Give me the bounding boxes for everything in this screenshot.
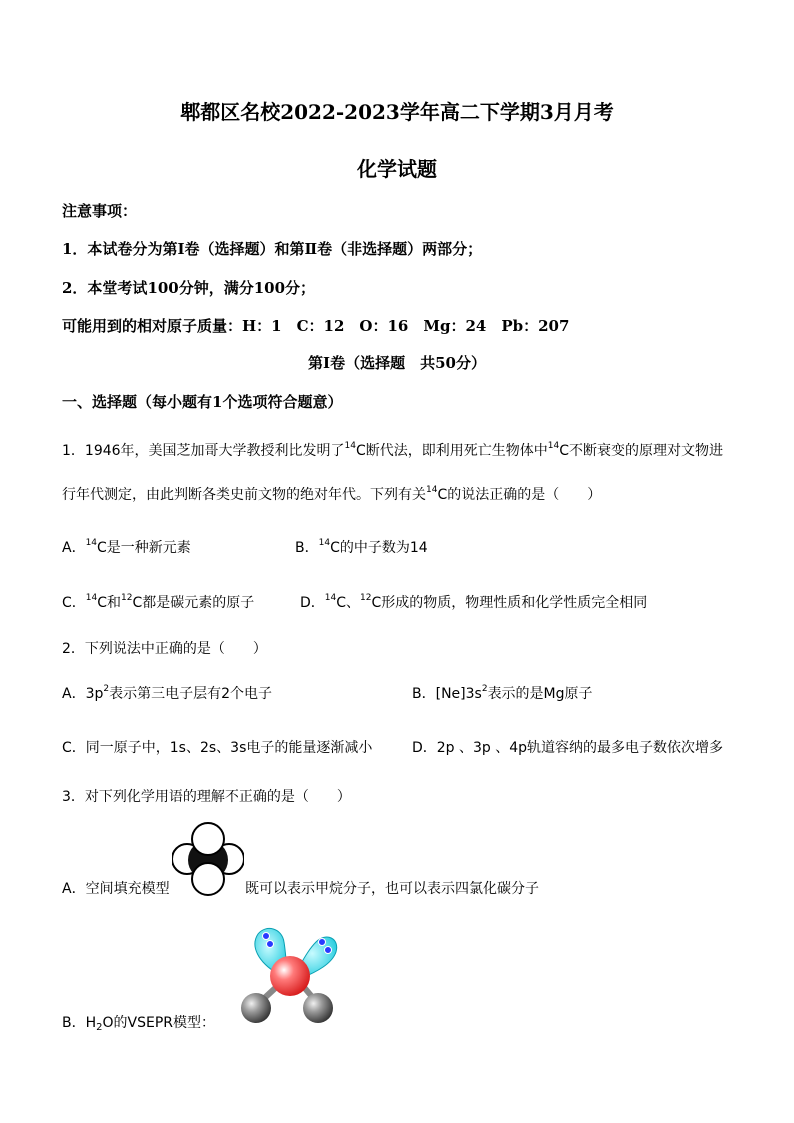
option-text: C、 [336, 595, 361, 611]
q3-option-b [62, 1012, 215, 1032]
q3-stem: 3．对下列化学用语的理解不正确的是（ ） [62, 789, 351, 805]
exam-subtitle: 化学试题 [357, 157, 437, 181]
option-text: C和 [97, 595, 122, 611]
isotope-mass-14: 14 [324, 593, 337, 603]
electron-dot [325, 947, 332, 954]
atomic-masses: 可能用到的相对原子质量：H：1 C：12 O：16 Mg：24 Pb：207 [62, 317, 570, 335]
q1-stem-line1 [62, 440, 723, 460]
q1-option-c [62, 592, 254, 612]
h2o-vsepr-model-figure [236, 922, 348, 1028]
outer-atom-top [192, 823, 224, 855]
option-prefix: D． [300, 595, 325, 611]
isotope-mass-14: 14 [426, 485, 438, 495]
oxygen-atom [270, 956, 310, 996]
option-text: B．H [62, 1015, 97, 1031]
option-prefix: B． [295, 540, 319, 556]
isotope-mass-14: 14 [547, 441, 560, 451]
option-text: 表示的是Mg原子 [487, 686, 593, 702]
q1-stem-line2 [62, 484, 601, 504]
exam-title: 郫都区名校2022-2023学年高二下学期3月月考 [180, 100, 614, 124]
option-text: C是一种新元素 [97, 540, 191, 556]
option-prefix: A． [62, 540, 86, 556]
q2-option-a [62, 683, 272, 703]
q1-text-c: C不断衰变的原理对文物进 [559, 443, 724, 459]
isotope-mass-14: 14 [344, 441, 356, 451]
q2-option-d: D．2p 、3p 、4p轨道容纳的最多电子数依次增多 [412, 740, 724, 756]
part1-title: 第Ⅰ卷（选择题 共50分） [308, 354, 486, 372]
q1-option-a [62, 537, 191, 557]
q1-text-a: 1．1946年，美国芝加哥大学教授利比发明了 [62, 443, 345, 459]
q1-option-d [300, 592, 647, 612]
option-text: C的中子数为14 [330, 540, 428, 556]
superscript: 2 [103, 684, 110, 694]
isotope-mass-14: 14 [318, 538, 331, 548]
q1-text-e: C的说法正确的是（ ） [437, 487, 602, 503]
q1-option-b [295, 537, 428, 557]
q2-option-b [412, 683, 593, 703]
option-text: O的VSEPR模型： [102, 1015, 216, 1031]
isotope-mass-12: 12 [360, 593, 372, 603]
option-text: C都是碳元素的原子 [132, 595, 255, 611]
electron-dot [267, 941, 274, 948]
q2-stem: 2．下列说法中正确的是（ ） [62, 641, 267, 657]
subscript: 2 [96, 1022, 103, 1033]
q1-text-b: C断代法，即利用死亡生物体中 [356, 443, 548, 459]
notes-item-1: 1．本试卷分为第Ⅰ卷（选择题）和第Ⅱ卷（非选择题）两部分； [62, 240, 483, 258]
hydrogen-atom-left [241, 993, 271, 1023]
outer-atom-bottom [192, 863, 224, 895]
isotope-mass-14: 14 [85, 593, 98, 603]
electron-dot [319, 939, 326, 946]
option-text: A．3p [62, 686, 104, 702]
option-text: 表示第三电子层有2个电子 [109, 686, 273, 702]
space-filling-model-figure [172, 822, 244, 896]
q1-text-d: 行年代测定，由此判断各类史前文物的绝对年代。下列有关 [62, 487, 426, 503]
q2-option-c: C．同一原子中，1s、2s、3s电子的能量逐渐减小 [62, 740, 373, 756]
option-text: C形成的物质，物理性质和化学性质完全相同 [371, 595, 648, 611]
superscript: 2 [481, 684, 488, 694]
electron-dot [263, 933, 270, 940]
notes-item-2: 2．本堂考试100分钟，满分100分； [62, 279, 316, 297]
q3-option-a-text: 既可以表示甲烷分子，也可以表示四氯化碳分子 [245, 881, 539, 897]
notes-heading: 注意事项： [62, 202, 138, 220]
section-heading: 一、选择题（每小题有1个选项符合题意） [62, 393, 343, 411]
isotope-mass-14: 14 [85, 538, 98, 548]
hydrogen-atom-right [303, 993, 333, 1023]
option-prefix: C． [62, 595, 86, 611]
isotope-mass-12: 12 [121, 593, 133, 603]
q3-option-a-label: A．空间填充模型 [62, 881, 170, 897]
option-text: B．[Ne]3s [412, 686, 482, 702]
